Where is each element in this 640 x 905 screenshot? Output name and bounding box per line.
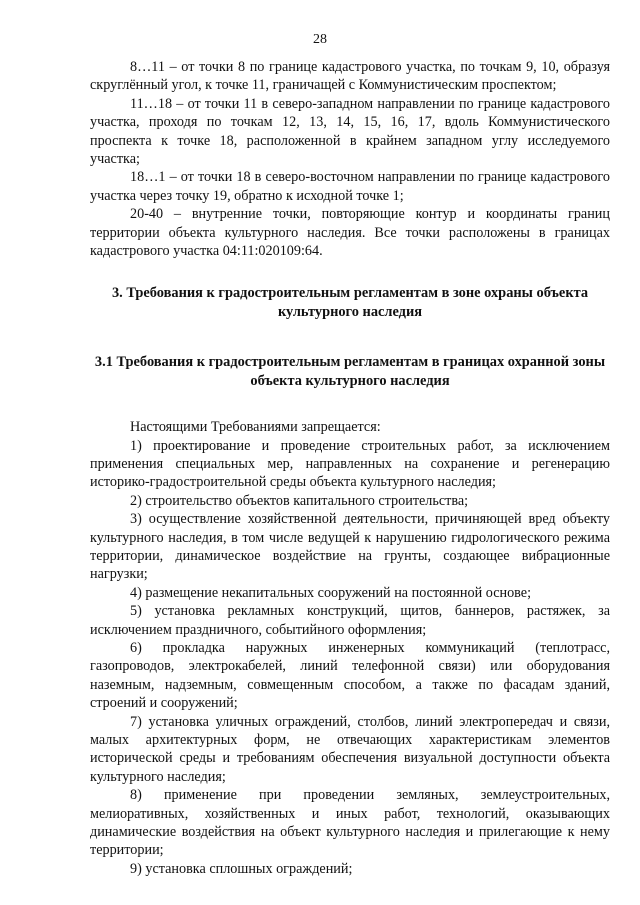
list-item: 6) прокладка наружных инженерных коммуникаций (теплотрасс, газопроводов, электрокабелей, линий телефонной связи) или оборудования наземным, надземным, совмещенным способом, а также по фасадам зданий, строений и сооружений; <box>90 639 610 712</box>
list-item: 5) установка рекламных конструкций, щитов, баннеров, растяжек, за исключением праздничного, событийного оформления; <box>90 603 610 638</box>
section-heading: 3. Требования к градостроительным регламентам в зоне охраны объекта культурного наследия <box>111 285 589 320</box>
paragraph: 18…1 – от точки 18 в северо-восточном направлении по границе кадастрового участка через точку 19, обратно к исходной точке 1; <box>90 169 610 204</box>
page-number: 28 <box>313 32 327 47</box>
paragraph: 20-40 – внутренние точки, повторяющие контур и координаты границ территории объекта культурного наследия. Все точки расположены в границах кадастрового участка 04:11:020109:64. <box>90 206 610 260</box>
list-item: 2) строительство объектов капитального строительства; <box>130 492 469 509</box>
list-item: 1) проектирование и проведение строительных работ, за исключением применения специальных мер, направленных на сохранение и регенерацию историко-градостроительной среды объекта культурного наследия; <box>90 437 610 491</box>
page-content <box>90 58 610 878</box>
list-item: 9) установка сплошных ограждений; <box>130 860 353 877</box>
subsection-heading: 3.1 Требования к градостроительным регламентам в границах охранной зоны объекта культурного наследия <box>94 354 606 389</box>
list-item: 3) осуществление хозяйственной деятельности, причиняющей вред объекту культурного наследия, в том числе ведущей к нарушению гидрологического режима территории, динамическое воздействие на грунты, создающее вибрационные нагрузки; <box>90 511 610 583</box>
list-item: 7) установка уличных ограждений, столбов, линий электропередач и связи, малых архитектурных форм, не отвечающих характеристикам элементов исторической среды и требованиям обеспечения визуальной доступности объекта культурного наследия; <box>90 713 610 785</box>
paragraph: 11…18 – от точки 11 в северо-западном направлении по границе кадастрового участка, проходя по точкам 12, 13, 14, 15, 16, 17, вдоль Коммунистического проспекта к точке 18, расположенной в крайнем западном углу исследуемого участка; <box>90 95 610 168</box>
paragraph: 8…11 – от точки 8 по границе кадастрового участка, по точкам 9, 10, образуя скруглённый угол, к точке 11, граничащей с Коммунистическим проспектом; <box>90 59 610 94</box>
paragraph: Настоящими Требованиями запрещается: <box>130 419 381 436</box>
list-item: 4) размещение некапитальных сооружений на постоянной основе; <box>130 584 532 601</box>
list-item: 8) применение при проведении земляных, землеустроительных, мелиоративных, хозяйственных и иных работ, технологий, оказывающих динамические воздействия на объект культурного наследия и прилегающие к нему территории; <box>90 787 610 859</box>
